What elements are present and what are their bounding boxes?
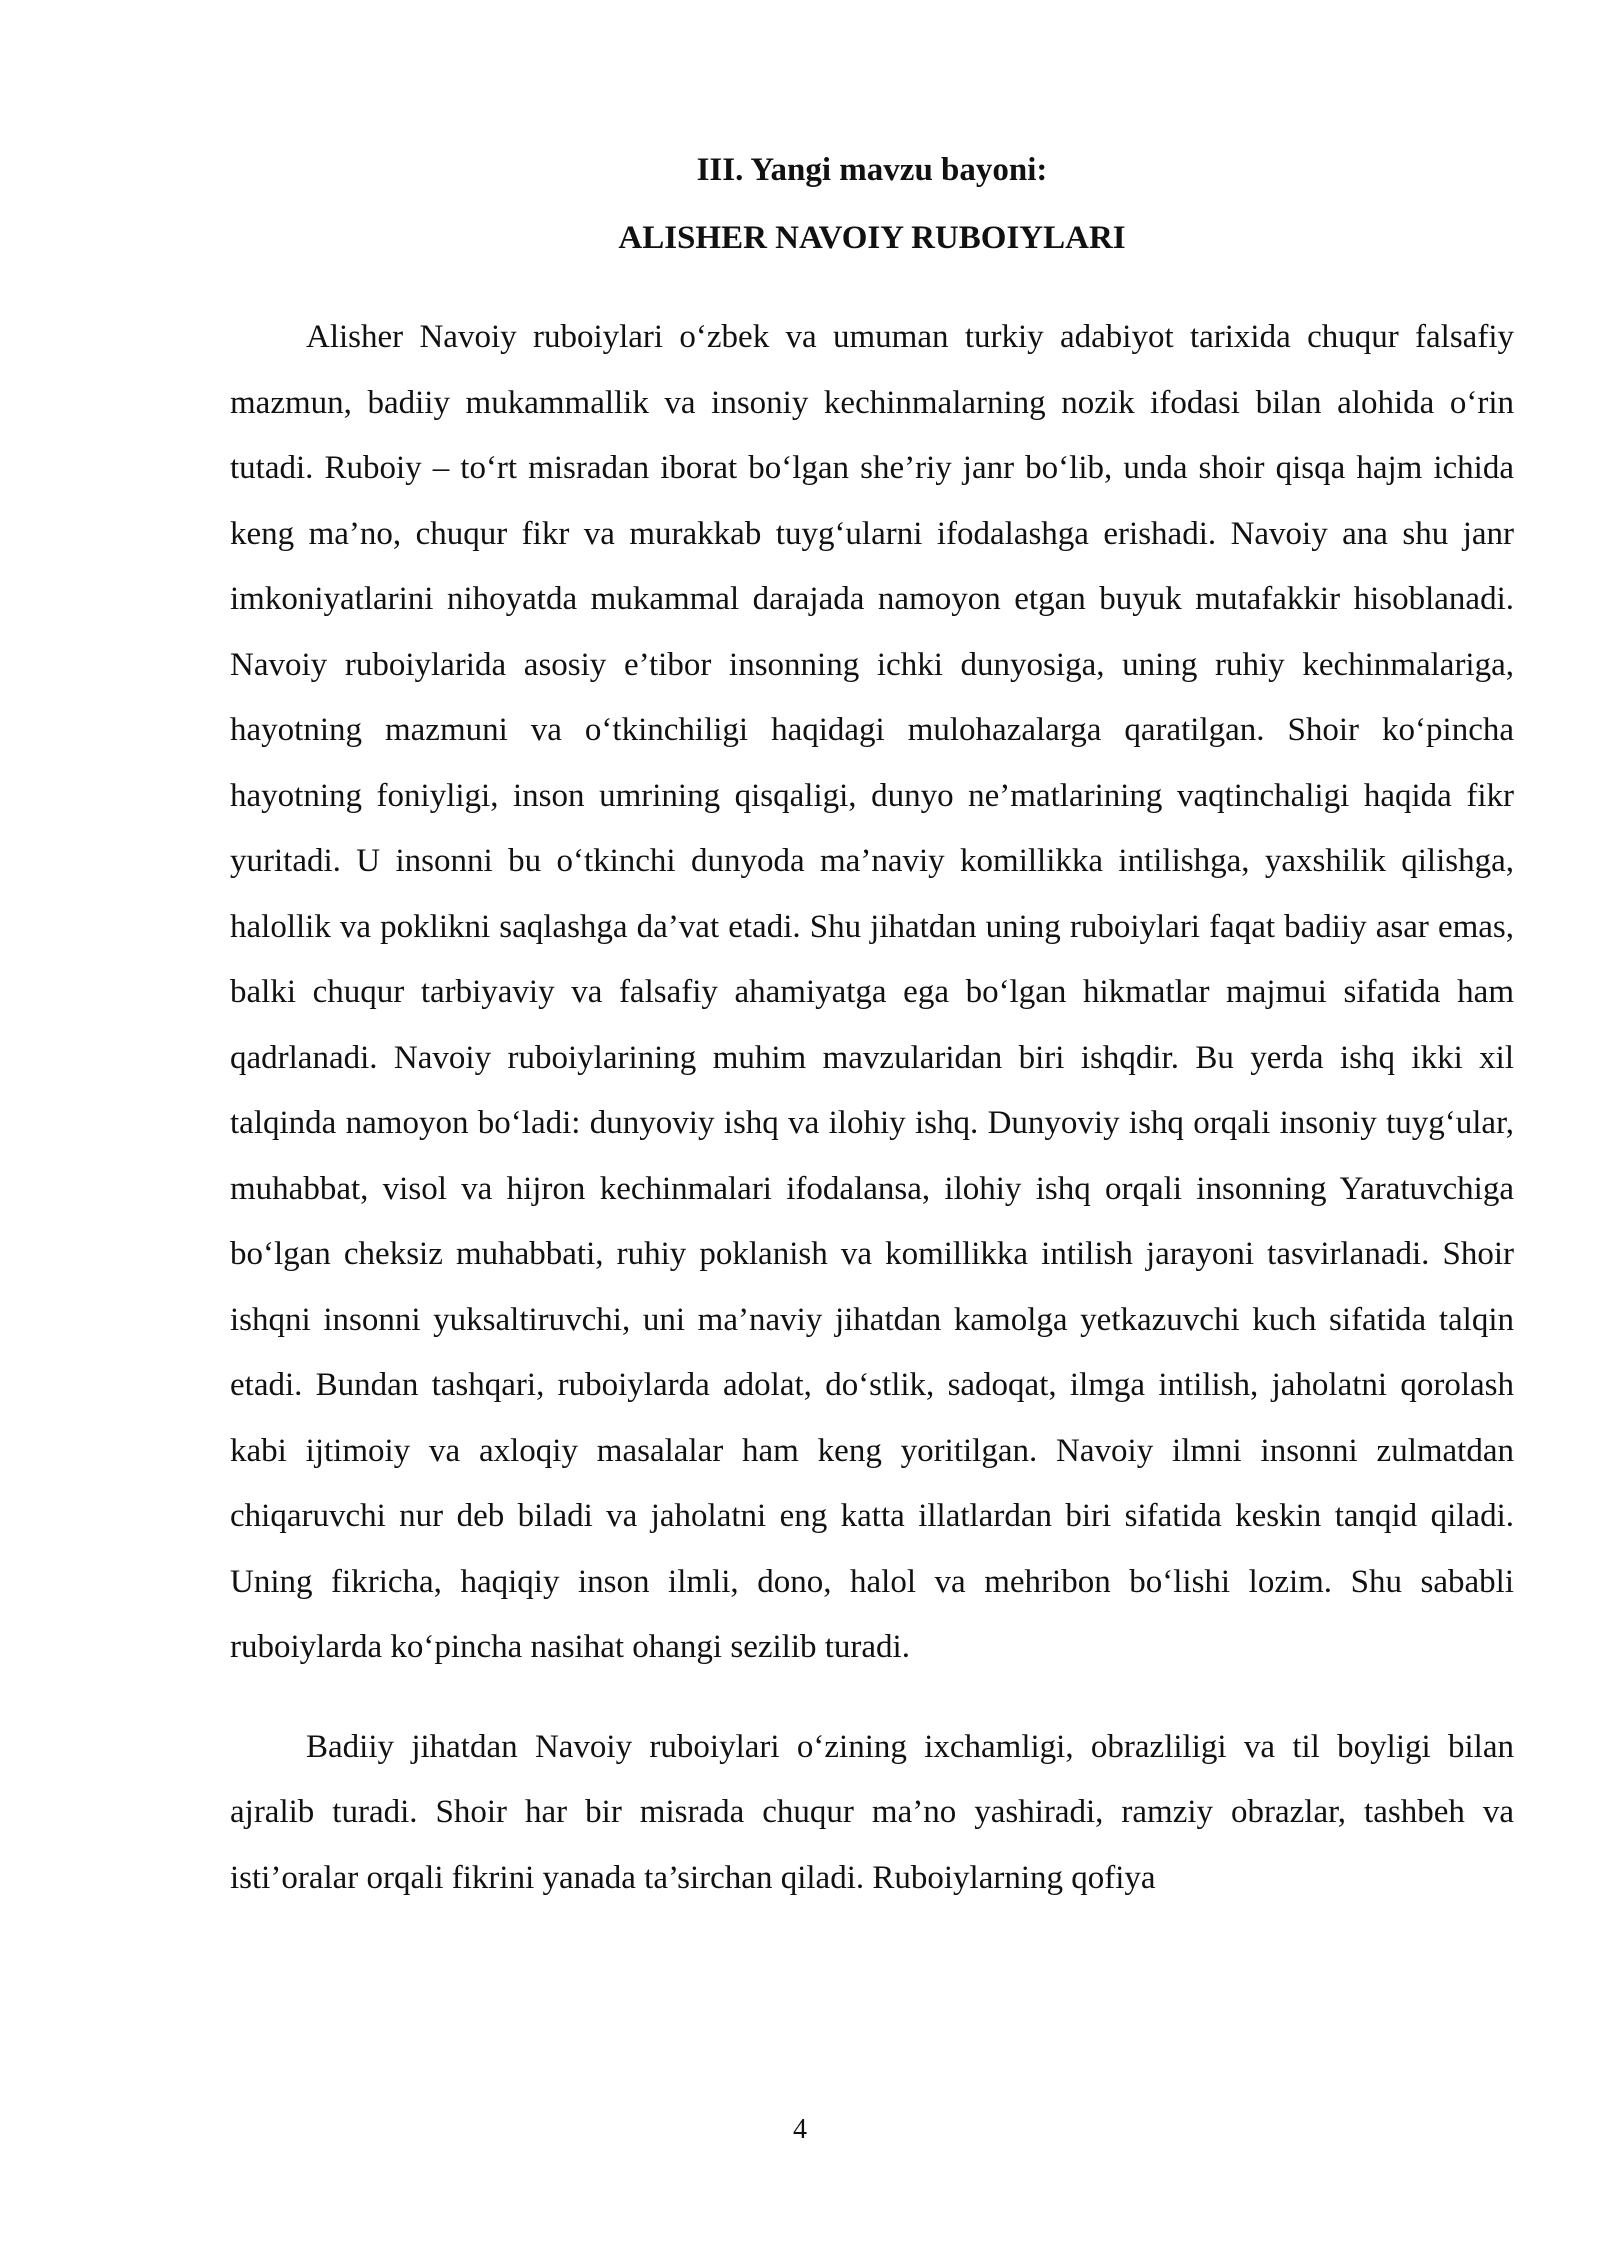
body-paragraph-1: Alisher Navoiy ruboiylari o‘zbek va umuman turkiy adabiyot tarixida chuqur falsafiy mazmun, badiiy mukammallik va insoniy kechinmalarning nozik ifodasi bilan alohida o‘rin tutadi. Ruboiy – to‘rt misradan iborat bo‘lgan she’riy janr bo‘lib, unda shoir qisqa hajm ichida keng ma’no, chuqur fikr va murakkab tuyg‘ularni ifodalashga erishadi. Navoiy ana shu janr imkoniyatlarini nihoyatda mukammal darajada namoyon etgan buyuk mutafakkir hisoblanadi. Navoiy ruboiylarida asosiy e’tibor insonning ichki dunyosiga, uning ruhiy kechinmalariga, hayotning mazmuni va o‘tkinchiligi haqidagi mulohazalarga qaratilgan. Shoir ko‘pincha hayotning foniyligi, inson umrining qisqaligi, dunyo ne’matlarining vaqtinchaligi haqida fikr yuritadi. U insonni bu o‘tkinchi dunyoda ma’naviy komillikka intilishga, yaxshilik qilishga, halollik va poklikni saqlashga da’vat etadi. Shu jihatdan uning ruboiylari faqat badiiy asar emas, balki chuqur tarbiyaviy va falsafiy ahamiyatga ega bo‘lgan hikmatlar majmui sifatida ham qadrlanadi. Navoiy ruboiylarining muhim mavzularidan biri ishqdir. Bu yerda ishq ikki xil talqinda namoyon bo‘ladi: dunyoviy ishq va ilohiy ishq. Dunyoviy ishq orqali insoniy tuyg‘ular, muhabbat, visol va hijron kechinmalari ifodalansa, ilohiy ishq orqali insonning Yaratuvchiga bo‘lgan cheksiz muhabbati, ruhiy poklanish va komillikka intilish jarayoni tasvirlanadi. Shoir ishqni insonni yuksaltiruvchi, uni ma’naviy jihatdan kamolga yetkazuvchi kuch sifatida talqin etadi. Bundan tashqari, ruboiylarda adolat, do‘stlik, sadoqat, ilmga intilish, jaholatni qorolash kabi ijtimoiy va axloqiy masalalar ham keng yoritilgan. Navoiy ilmni insonni zulmatdan chiqaruvchi nur deb biladi va jaholatni eng katta illatlardan biri sifatida keskin tanqid qiladi. Uning fikricha, haqiqiy inson ilmli, dono, halol va mehribon bo‘lishi lozim. Shu sababli ruboiylarda ko‘pincha nasihat ohangi sezilib turadi. (230, 319, 1514, 1665)
page-number: 4 (793, 2114, 807, 2145)
body-paragraph-2: Badiiy jihatdan Navoiy ruboiylari o‘zining ixchamligi, obrazliligi va til boyligi bilan ajralib turadi. Shoir har bir misrada chuqur ma’no yashiradi, ramziy obrazlar, tashbeh va isti’oralar orqali fikrini yanada ta’sirchan qiladi. Ruboiylarning qofiya (230, 1728, 1514, 1896)
document-page (230, 150, 1514, 1911)
section-heading: III. Yangi mavzu bayoni: (696, 152, 1048, 188)
section-title: ALISHER NAVOIY RUBOIYLARI (618, 220, 1126, 256)
